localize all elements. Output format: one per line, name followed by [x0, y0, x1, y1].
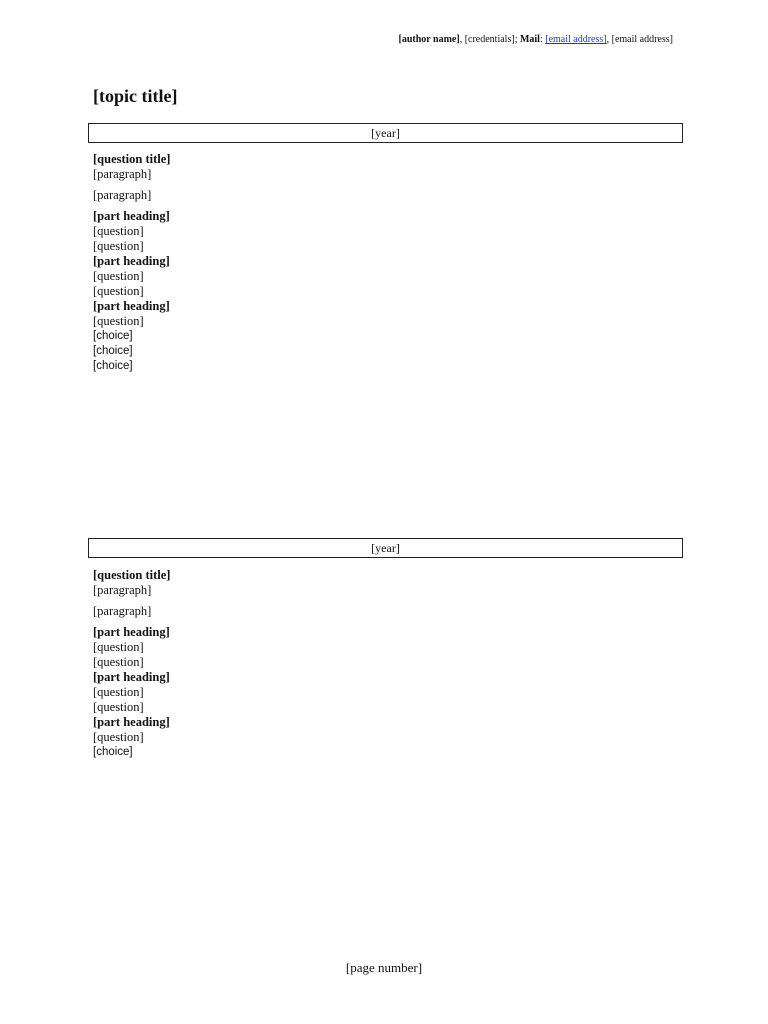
question-item: [question] [93, 730, 144, 744]
part-heading: [part heading] [93, 670, 170, 684]
paragraph: [paragraph] [93, 188, 152, 202]
mail-label: Mail [519, 34, 540, 45]
year-box-1: [year] [88, 123, 683, 143]
running-header: [author name], [credentials]; Mail: [email address], [email address] [398, 34, 673, 45]
part-heading: [part heading] [93, 209, 170, 223]
year-box-2: [year] [88, 538, 683, 558]
page-number: [page number] [345, 960, 423, 975]
part-heading: [part heading] [93, 715, 170, 729]
part-heading: [part heading] [93, 625, 170, 639]
author-credentials: [credentials] [464, 34, 515, 45]
choice-bullet: [choice] [93, 746, 133, 758]
email-link-primary[interactable]: [email address] [545, 34, 607, 45]
choice-bullet: [choice] [93, 345, 133, 357]
author-name: [author name] [398, 34, 460, 45]
question-title: [question title] [93, 568, 171, 582]
question-item: [question] [93, 640, 144, 654]
part-heading: [part heading] [93, 299, 170, 313]
question-title: [question title] [93, 152, 171, 166]
choice-bullet: [choice] [93, 330, 133, 342]
question-item: [question] [93, 655, 144, 669]
question-item: [question] [93, 284, 144, 298]
question-item: [question] [93, 224, 144, 238]
question-section-2 [93, 568, 676, 760]
question-item: [question] [93, 700, 144, 714]
email-secondary: [email address] [611, 34, 673, 45]
topic-title: [topic title] [93, 86, 178, 106]
question-item: [question] [93, 314, 144, 328]
choice-bullet: [choice] [93, 360, 133, 372]
question-section-1 [93, 152, 676, 374]
question-item: [question] [93, 685, 144, 699]
paragraph: [paragraph] [93, 167, 152, 181]
paragraph: [paragraph] [93, 604, 152, 618]
question-item: [question] [93, 239, 144, 253]
part-heading: [part heading] [93, 254, 170, 268]
question-item: [question] [93, 269, 144, 283]
paragraph: [paragraph] [93, 583, 152, 597]
